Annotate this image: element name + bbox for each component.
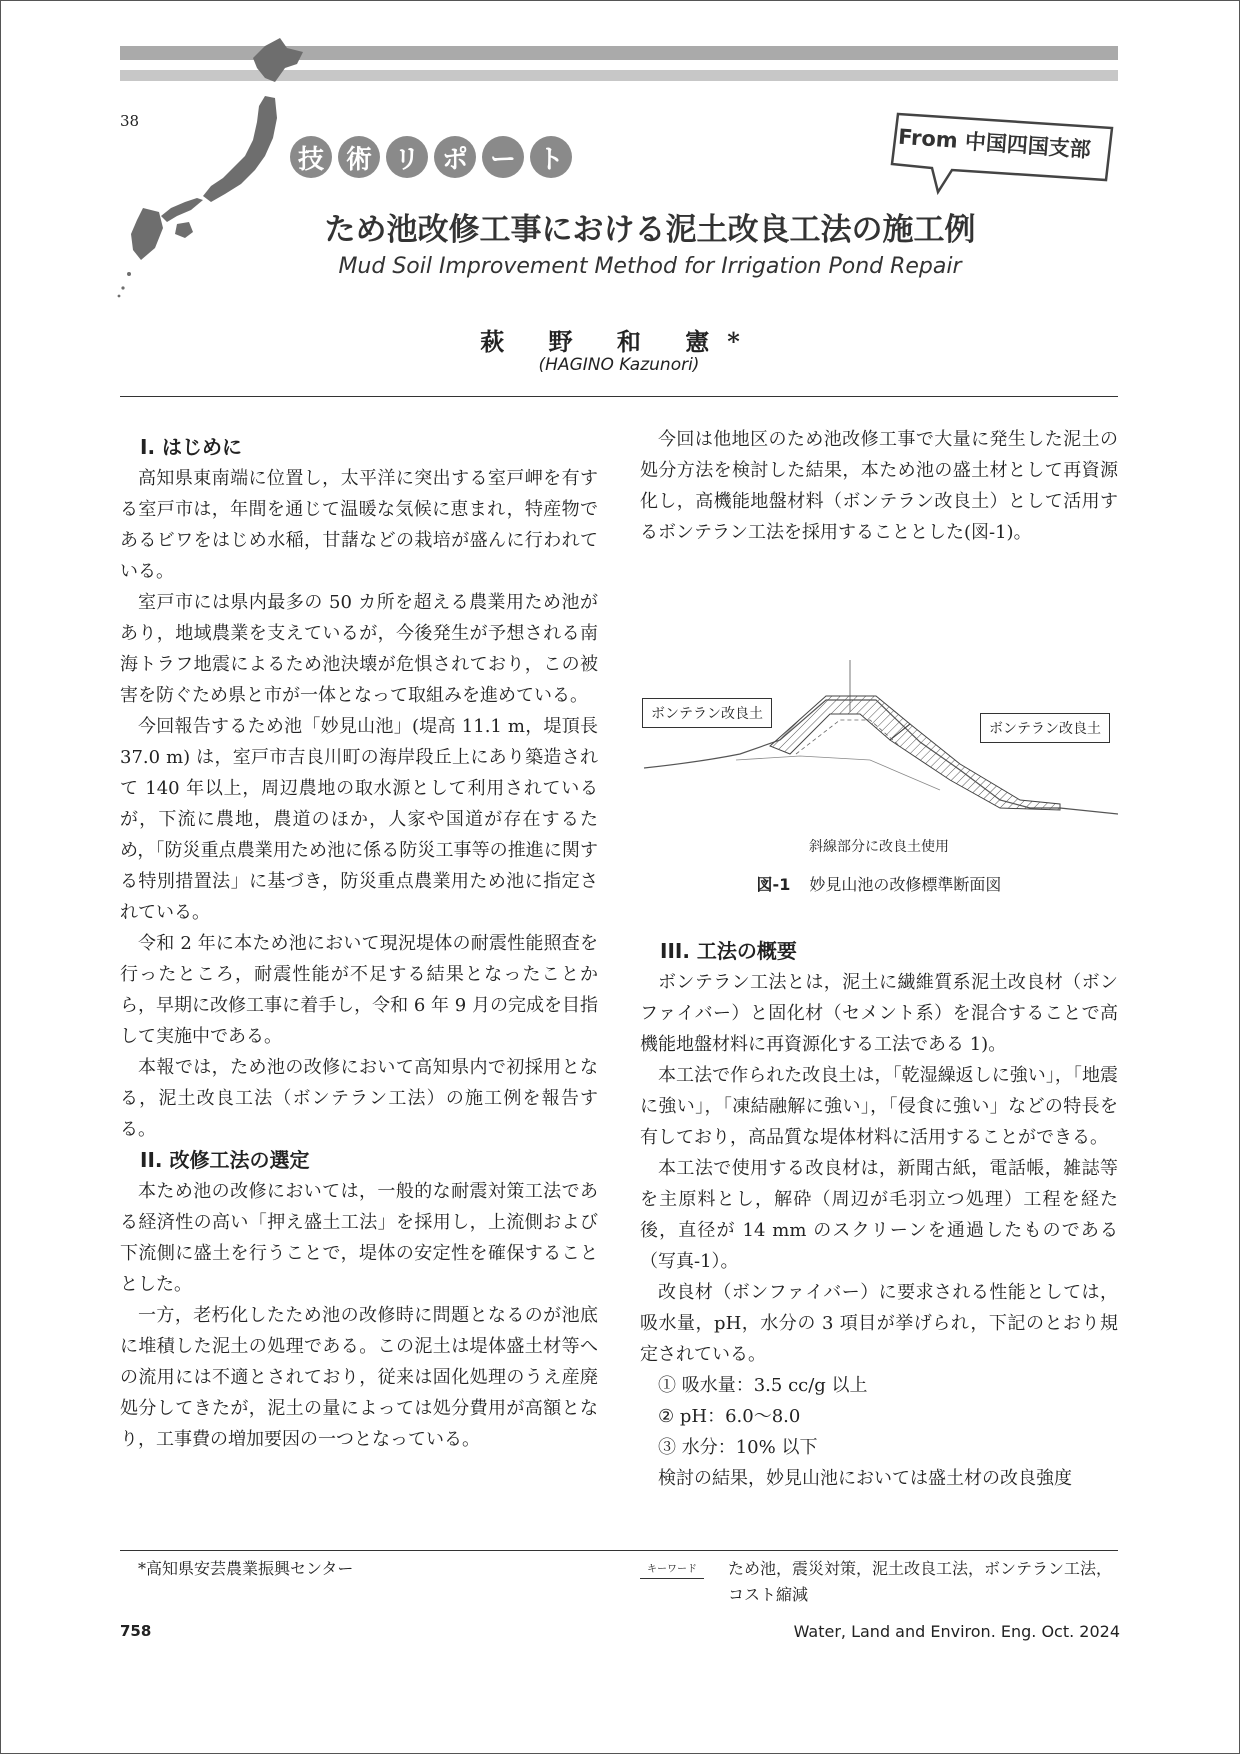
author-name: 萩 野 和 憲*	[480, 327, 758, 356]
paragraph: 本報では，ため池の改修において高知県内で初採用となる，泥土改良工法（ボンテラン工法）の施工例を報告する。	[120, 1057, 598, 1140]
paragraph: 一方，老朽化したため池の改修時に問題となるのが池底に堆積した泥土の処理である。この泥土は堤体盛土材等への流用には不適とされており，従来は固化処理のうえ産廃処分してきたが，泥土の量によっては処分費用が高額となり，工事費の増加要因の一つとなっている。	[120, 1305, 598, 1450]
keyword-icon: キーワード	[640, 1560, 704, 1579]
author-romanized: (HAGINO Kazunori)	[538, 355, 700, 375]
figure-note: 斜線部分に改良土使用	[809, 839, 949, 855]
paragraph: 本工法で使用する改良材は，新聞古紙，電話帳，雑誌等を主原料とし，解砕（周辺が毛羽立つ処理）工程を経た後，直径が 14 mm のスクリーンを通過したものである（写真-1）。	[640, 1158, 1118, 1272]
title-rule	[120, 396, 1118, 397]
section-heading: I. はじめに	[140, 435, 243, 459]
page-number: 758	[120, 1622, 152, 1640]
list-item: ③ 水分：10% 以下	[658, 1437, 818, 1458]
title-english: Mud Soil Improvement Method for Irrigation Pond Repair	[338, 254, 962, 279]
series-badge: 術	[338, 136, 380, 178]
affiliation-footnote: *高知県安芸農業振興センター	[138, 1559, 354, 1578]
journal-name: Water, Land and Environ. Eng. Oct. 2024	[793, 1622, 1120, 1641]
title-japanese: ため池改修工事における泥土改良工法の施工例	[324, 212, 976, 248]
column-right-bottom	[640, 936, 1118, 1494]
paragraph: 改良材（ボンファイバー）に要求される性能としては，吸水量，pH，水分の 3 項目が挙げられ，下記のとおり規定されている。	[640, 1282, 1118, 1365]
footer-rule	[120, 1550, 1118, 1551]
paragraph: 本工法で作られた改良土は，「乾湿繰返しに強い」，「地震に強い」，「凍結融解に強い」，「侵食に強い」などの特長を有しており，高品質な堤体材料に活用することができる。	[640, 1065, 1118, 1148]
series-badge: ト	[530, 136, 572, 178]
section-heading: III. 工法の概要	[660, 939, 797, 963]
list-item: ② pH：6.0～8.0	[658, 1406, 801, 1427]
paragraph: 本ため池の改修においては，一般的な耐震対策工法である経済性の高い「押え盛土工法」を採用し，上流側および下流側に盛土を行うことで，堤体の安定性を確保することとした。	[120, 1181, 598, 1295]
paragraph: 高知県東南端に位置し，太平洋に突出する室戸岬を有する室戸市は，年間を通じて温暖な気候に恵まれ，特産物であるビワをはじめ水稲，甘藷などの栽培が盛んに行われている。	[120, 468, 598, 582]
section-heading: II. 改修工法の選定	[140, 1148, 310, 1172]
figure-caption	[640, 872, 1118, 895]
series-badge: リ	[386, 136, 428, 178]
column-left	[120, 432, 598, 1455]
paragraph: 今回報告するため池「妙見山池」(堤高 11.1 m，堤頂長 37.0 m) は，室戸市吉良川町の海岸段丘上にあり築造されて 140 年以上，周辺農地の取水源として利用されているが，下流に農地，農道のほか，人家や国道が存在するため，「防災重点農業用ため池に係る防災工事等の推進に関する特別措置法」に基づき，防災重点農業用ため池に指定されている。	[120, 716, 598, 923]
column-right-top	[640, 424, 1118, 548]
list-item: ① 吸水量：3.5 cc/g 以上	[658, 1375, 868, 1396]
page-number-top: 38	[120, 112, 140, 130]
series-badge: 技	[290, 136, 332, 178]
paragraph: 検討の結果，妙見山池においては盛土材の改良強度	[658, 1468, 1072, 1489]
figure-number: 図-1	[756, 875, 791, 894]
branch-label: From 中国四国支部	[897, 124, 1092, 163]
figure-label-right: ボンテラン改良土	[980, 713, 1110, 743]
figure-label-left: ボンテラン改良土	[642, 698, 772, 728]
paragraph: 室戸市には県内最多の 50 カ所を超える農業用ため池があり，地域農業を支えているが，今後発生が予想される南海トラフ地震によるため池決壊が危惧されており，この被害を防ぐため県と市が一体となって取組みを進めている。	[120, 592, 598, 706]
paragraph: 今回は他地区のため池改修工事で大量に発生した泥土の処分方法を検討した結果，本ため池の盛土材として再資源化し，高機能地盤材料（ボンテラン改良土）として活用するボンテラン工法を採用することとした(図-1)。	[640, 429, 1118, 543]
paragraph: ボンテラン工法とは，泥土に繊維質系泥土改良材（ボンファイバー）と固化材（セメント系）を混合することで高機能地盤材料に再資源化する工法である 1)。	[640, 972, 1118, 1055]
paragraph: 令和 2 年に本ため池において現況堤体の耐震性能照査を行ったところ，耐震性能が不足する結果となったことから，早期に改修工事に着手し，令和 6 年 9 月の完成を目指して実施中である。	[120, 933, 598, 1047]
keywords: ため池，震災対策，泥土改良工法，ボンテラン工法，コスト縮減	[728, 1559, 1113, 1604]
series-badge: ポ	[434, 136, 476, 178]
series-badge: ー	[482, 136, 524, 178]
figure-title: 妙見山池の改修標準断面図	[809, 875, 1002, 894]
